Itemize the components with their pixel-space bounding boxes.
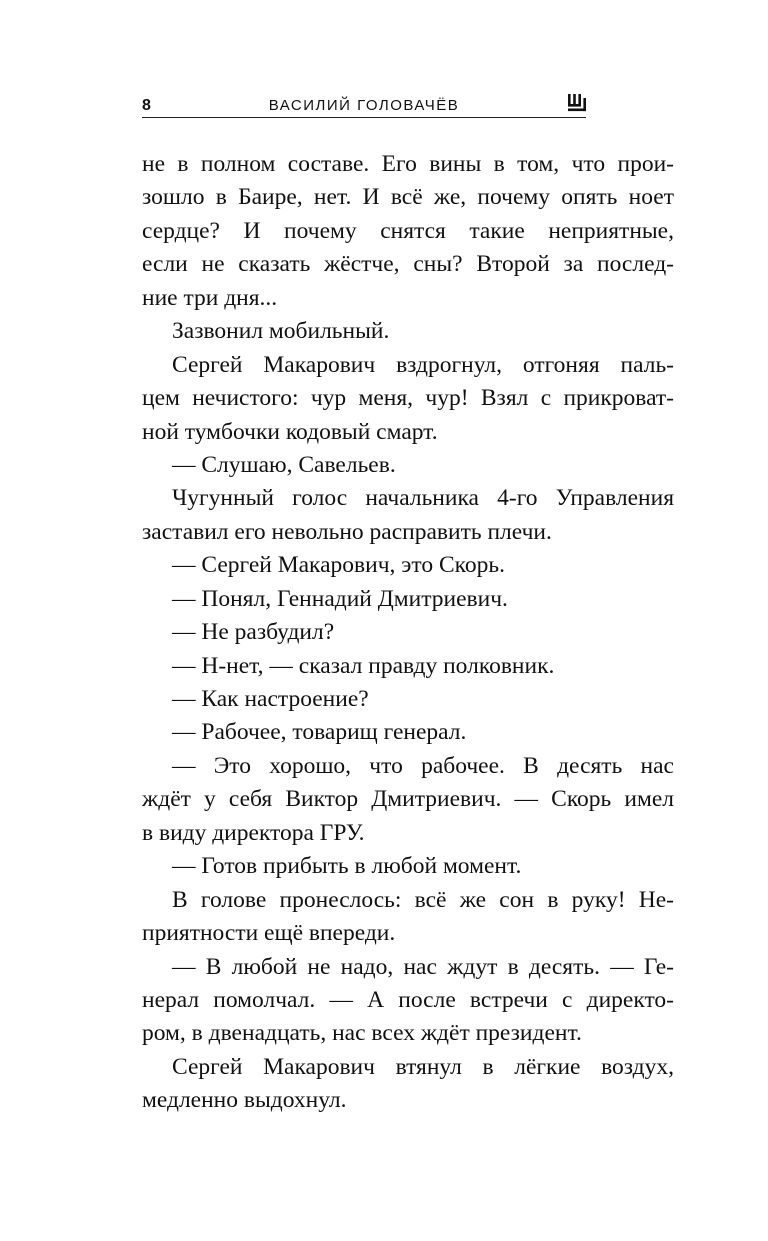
text-line: сердце? И почему снятся такие неприятные,	[142, 217, 674, 244]
text-line: — Сергей Макарович, это Скорь.	[172, 552, 505, 579]
text-line: Чугунный голос начальника 4-го Управления	[172, 485, 674, 512]
header-rule	[142, 117, 586, 118]
text-line: ной тумбочки кодовый смарт.	[142, 418, 438, 445]
running-header	[142, 92, 586, 118]
text-line: — Не разбудил?	[172, 619, 335, 646]
text-line: зошло в Баире, нет. И всё же, почему опять ноет	[142, 184, 674, 211]
text-line: ждёт у себя Виктор Дмитриевич. — Скорь имел	[142, 786, 674, 813]
publisher-logo-icon	[568, 94, 586, 113]
running-head-author: ВАСИЛИЙ ГОЛОВАЧЁВ	[268, 97, 460, 114]
text-line: медленно выдохнул.	[142, 1087, 347, 1114]
text-line: заставил его невольно расправить плечи.	[142, 518, 552, 545]
text-line: — Слушаю, Савельев.	[172, 451, 396, 478]
text-line: В голове пронеслось: всё же сон в руку! Не-	[172, 886, 674, 913]
text-line: — Это хорошо, что рабочее. В десять нас	[172, 752, 674, 779]
page-number: 8	[142, 97, 151, 114]
text-line: Сергей Макарович вздрогнул, отгоняя паль-	[172, 351, 674, 378]
text-line: Сергей Макарович втянул в лёгкие воздух,	[172, 1053, 674, 1080]
text-line: цем нечистого: чур меня, чур! Взял с прикроват-	[142, 385, 674, 412]
text-line: — Рабочее, товарищ генерал.	[172, 719, 467, 746]
text-line: если не сказать жёстче, сны? Второй за послед-	[142, 251, 674, 278]
text-line: — Н-нет, — сказал правду полковник.	[172, 652, 555, 679]
text-line: ром, в двенадцать, нас всех ждёт президент.	[142, 1020, 582, 1047]
text-line: в виду директора ГРУ.	[142, 819, 365, 846]
text-line: не в полном составе. Его вины в том, что прои-	[142, 151, 674, 177]
text-line: — Понял, Геннадий Дмитриевич.	[172, 585, 508, 612]
text-line: — В любой не надо, нас ждут в десять. — Ге-	[172, 953, 674, 980]
text-line: Зазвонил мобильный.	[172, 318, 390, 345]
text-line: приятности ещё впереди.	[142, 920, 396, 947]
body-text	[142, 148, 674, 1118]
text-line: ние три дня...	[142, 284, 278, 311]
text-line: — Готов прибыть в любой момент.	[172, 853, 522, 880]
text-line: — Как настроение?	[172, 686, 369, 712]
text-line: нерал помолчал. — А после встречи с директо-	[142, 986, 674, 1013]
